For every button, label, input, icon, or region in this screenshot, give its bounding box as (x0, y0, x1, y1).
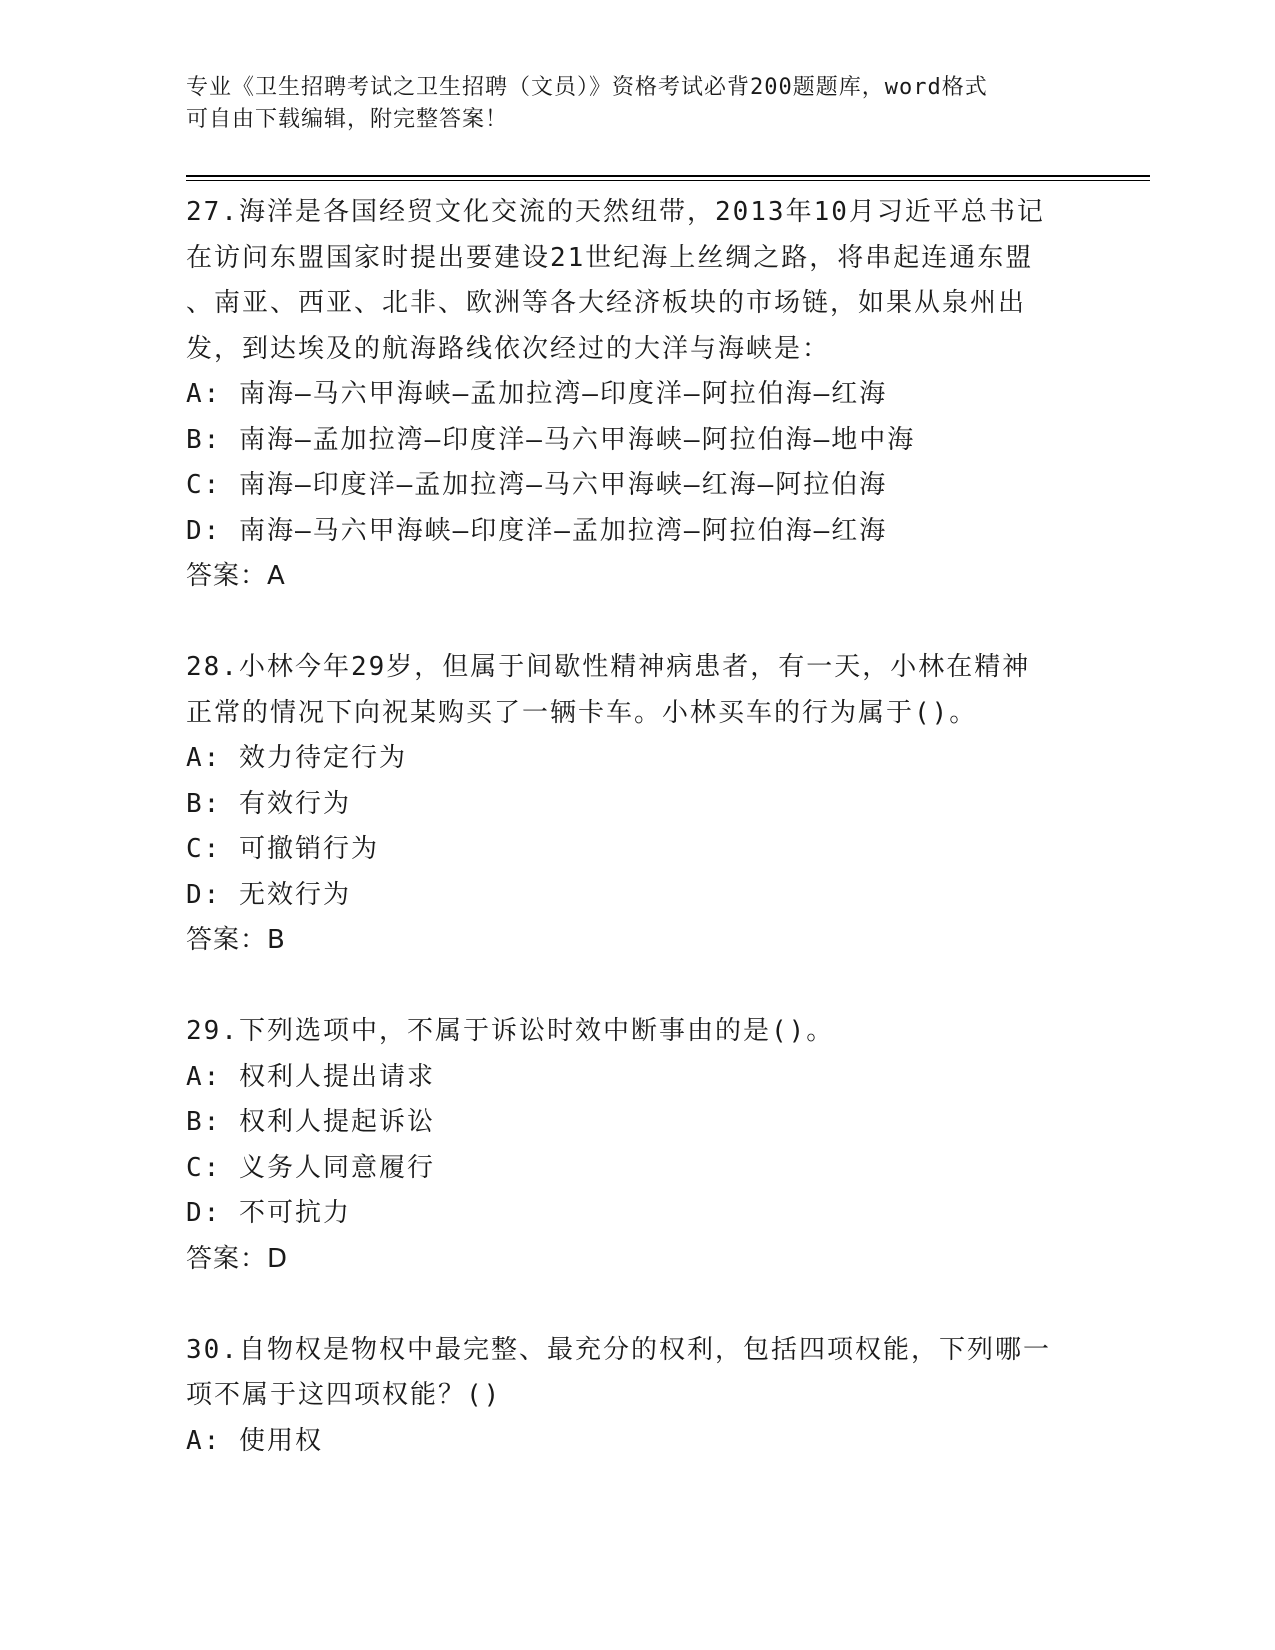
question-text-line: 正常的情况下向祝某购买了一辆卡车。小林买车的行为属于()。 (186, 697, 978, 728)
option-a: A: 效力待定行为 (186, 743, 407, 773)
answer-label: 答案：A (186, 561, 286, 591)
question-30 (186, 1328, 1086, 1465)
answer-label: 答案：B (186, 925, 286, 955)
option-b: B: 权利人提起诉讼 (186, 1107, 435, 1137)
option-a: A: 使用权 (186, 1425, 323, 1456)
answer-label: 答案：D (186, 1243, 289, 1274)
option-c: C: 南海—印度洋—孟加拉湾—马六甲海峡—红海—阿拉伯海 (186, 470, 888, 500)
header-line-1: 专业《卫生招聘考试之卫生招聘（文员）》资格考试必背200题题库，word格式 (186, 75, 988, 100)
question-text-line: 在访问东盟国家时提出要建设21世纪海上丝绸之路，将串起连通东盟 (186, 242, 1034, 273)
option-c: C: 可撤销行为 (186, 834, 379, 864)
question-27 (186, 190, 1086, 600)
option-a: A: 南海—马六甲海峡—孟加拉湾—印度洋—阿拉伯海—红海 (186, 379, 888, 409)
option-c: C: 义务人同意履行 (186, 1152, 435, 1183)
document-header (186, 72, 1066, 136)
option-a: A: 权利人提出请求 (186, 1061, 435, 1092)
question-text-line: 项不属于这四项权能？() (186, 1380, 502, 1410)
question-spacer (186, 964, 1086, 1010)
question-text-line: 30.自物权是物权中最完整、最充分的权利，包括四项权能，下列哪一 (186, 1334, 1051, 1365)
option-b: B: 南海—孟加拉湾—印度洋—马六甲海峡—阿拉伯海—地中海 (186, 424, 916, 455)
question-29 (186, 1009, 1086, 1282)
question-28 (186, 645, 1086, 964)
question-text-line: 发，到达埃及的航海路线依次经过的大洋与海峡是： (186, 333, 831, 364)
question-list (186, 190, 1086, 1464)
question-text-line: 28.小林今年29岁，但属于间歇性精神病患者，有一天，小林在精神 (186, 652, 1031, 682)
question-text-line: 27.海洋是各国经贸文化交流的天然纽带，2013年10月习近平总书记 (186, 197, 1045, 227)
question-spacer (186, 600, 1086, 646)
question-text-line: 、南亚、西亚、北非、欧洲等各大经济板块的市场链，如果从泉州出 (186, 288, 1027, 318)
header-rule-thick (186, 175, 1150, 177)
question-spacer (186, 1282, 1086, 1328)
option-d: D: 南海—马六甲海峡—印度洋—孟加拉湾—阿拉伯海—红海 (186, 515, 888, 546)
header-line-2: 可自由下载编辑，附完整答案！ (186, 107, 509, 132)
option-d: D: 无效行为 (186, 879, 351, 910)
option-d: D: 不可抗力 (186, 1198, 351, 1228)
option-b: B: 有效行为 (186, 788, 351, 819)
header-rule-thin (186, 180, 1150, 181)
question-text-line: 29.下列选项中，不属于诉讼时效中断事由的是()。 (186, 1016, 835, 1046)
